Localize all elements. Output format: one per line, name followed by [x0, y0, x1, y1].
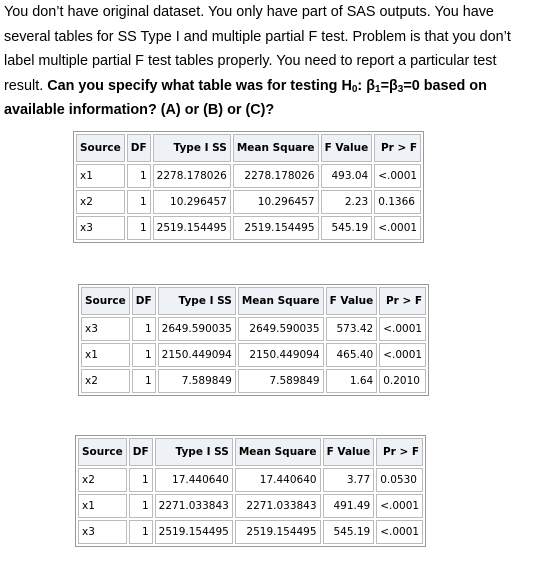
cell-pr-f: <.0001 [376, 494, 423, 518]
cell-type-i-ss: 2519.154495 [153, 216, 231, 240]
cell-mean-square: 2519.154495 [233, 216, 319, 240]
header-f-value: F Value [323, 438, 375, 466]
table-row [78, 468, 423, 492]
cell-mean-square: 7.589849 [238, 369, 324, 393]
question-line-3: label multiple partial F test tables properly. You need to report a particular test [4, 53, 497, 69]
question-text [4, 0, 536, 123]
cell-mean-square: 10.296457 [233, 190, 319, 214]
cell-f-value: 3.77 [323, 468, 375, 492]
cell-mean-square: 17.440640 [235, 468, 321, 492]
cell-source: x1 [78, 494, 127, 518]
cell-df: 1 [132, 317, 156, 341]
table-row [78, 494, 423, 518]
cell-pr-f: <.0001 [379, 343, 426, 367]
cell-pr-f: <.0001 [374, 216, 421, 240]
header-pr-f: Pr > F [379, 287, 426, 315]
header-mean-square: Mean Square [235, 438, 321, 466]
question-line-1: You don’t have original dataset. You only have part of SAS outputs. You have [4, 4, 494, 20]
table-row [81, 343, 426, 367]
anova-table-a [73, 131, 424, 243]
cell-pr-f: 0.1366 [374, 190, 421, 214]
cell-type-i-ss: 2150.449094 [158, 343, 236, 367]
cell-source: x3 [78, 520, 127, 544]
cell-df: 1 [129, 468, 153, 492]
cell-pr-f: <.0001 [374, 164, 421, 188]
header-pr-f: Pr > F [374, 134, 421, 162]
cell-mean-square: 2649.590035 [238, 317, 324, 341]
question-hypothesis: Can you specify what table was for testing $H_0$: $\beta_1=\beta_3=0$ based on [47, 77, 487, 95]
header-f-value: F Value [326, 287, 378, 315]
cell-type-i-ss: 17.440640 [155, 468, 233, 492]
cell-f-value: 545.19 [323, 520, 375, 544]
cell-type-i-ss: 2519.154495 [155, 520, 233, 544]
question-line-4-plain: result. [4, 77, 48, 94]
cell-source: x3 [76, 216, 125, 240]
header-source: Source [81, 287, 130, 315]
cell-df: 1 [129, 494, 153, 518]
table-row [76, 164, 421, 188]
question-line-4 [4, 74, 536, 99]
cell-f-value: 493.04 [321, 164, 373, 188]
cell-type-i-ss: 2649.590035 [158, 317, 236, 341]
header-type-i-ss: Type I SS [153, 134, 231, 162]
cell-type-i-ss: 7.589849 [158, 369, 236, 393]
cell-source: x2 [81, 369, 130, 393]
header-df: DF [129, 438, 153, 466]
cell-df: 1 [127, 164, 151, 188]
header-type-i-ss: Type I SS [158, 287, 236, 315]
cell-pr-f: <.0001 [376, 520, 423, 544]
header-source: Source [76, 134, 125, 162]
cell-mean-square: 2150.449094 [238, 343, 324, 367]
anova-table-c [75, 435, 426, 547]
cell-f-value: 545.19 [321, 216, 373, 240]
cell-f-value: 2.23 [321, 190, 373, 214]
cell-f-value: 573.42 [326, 317, 378, 341]
cell-pr-f: 0.2010 [379, 369, 426, 393]
cell-source: x2 [78, 468, 127, 492]
question-line-2: several tables for SS Type I and multiple partial F test. Problem is that you don’t [4, 28, 511, 45]
header-type-i-ss: Type I SS [155, 438, 233, 466]
table-row [78, 520, 423, 544]
cell-mean-square: 2271.033843 [235, 494, 321, 518]
header-f-value: F Value [321, 134, 373, 162]
cell-pr-f: 0.0530 [376, 468, 423, 492]
table-row [76, 190, 421, 214]
cell-mean-square: 2519.154495 [235, 520, 321, 544]
cell-f-value: 491.49 [323, 494, 375, 518]
header-pr-f: Pr > F [376, 438, 423, 466]
table-row [81, 317, 426, 341]
cell-df: 1 [132, 369, 156, 393]
question-line-5: available information? (A) or (B) or (C)? [4, 102, 275, 118]
header-df: DF [132, 287, 156, 315]
cell-df: 1 [127, 190, 151, 214]
cell-source: x1 [76, 164, 125, 188]
header-mean-square: Mean Square [238, 287, 324, 315]
table-row [81, 369, 426, 393]
cell-df: 1 [132, 343, 156, 367]
cell-f-value: 1.64 [326, 369, 378, 393]
cell-df: 1 [127, 216, 151, 240]
cell-type-i-ss: 2271.033843 [155, 494, 233, 518]
table-row [76, 216, 421, 240]
cell-df: 1 [129, 520, 153, 544]
cell-f-value: 465.40 [326, 343, 378, 367]
header-df: DF [127, 134, 151, 162]
cell-pr-f: <.0001 [379, 317, 426, 341]
cell-type-i-ss: 10.296457 [153, 190, 231, 214]
cell-source: x1 [81, 343, 130, 367]
cell-mean-square: 2278.178026 [233, 164, 319, 188]
anova-table-b [78, 284, 429, 396]
cell-type-i-ss: 2278.178026 [153, 164, 231, 188]
header-mean-square: Mean Square [233, 134, 319, 162]
cell-source: x2 [76, 190, 125, 214]
header-source: Source [78, 438, 127, 466]
cell-source: x3 [81, 317, 130, 341]
